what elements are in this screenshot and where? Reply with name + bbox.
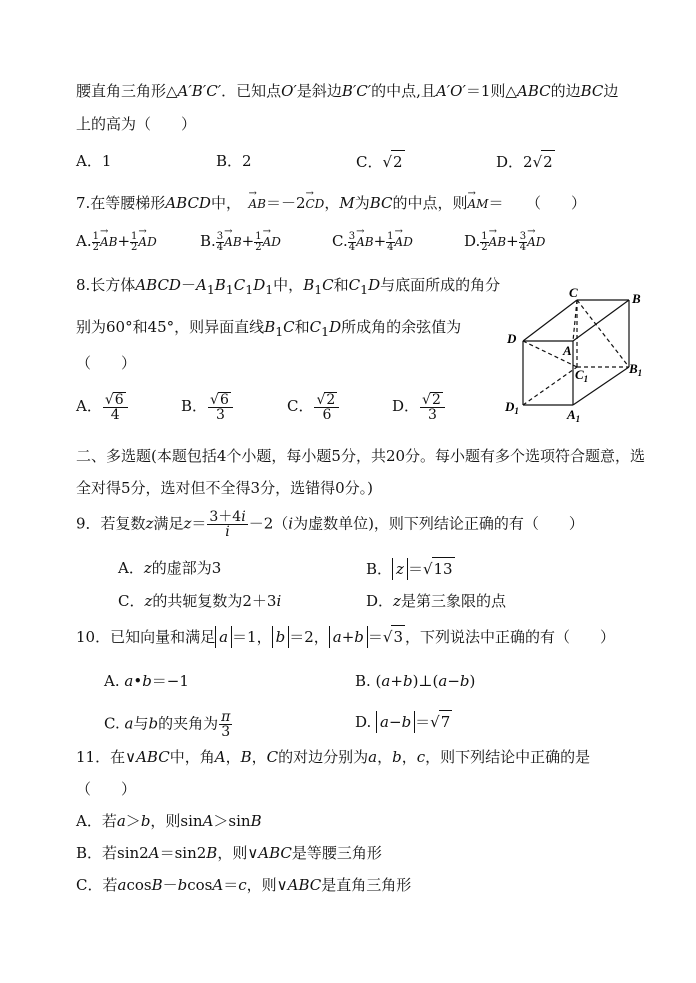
q7-option-b: B. $\frac{3}{4}$ → AB+ $\frac{1}{2}$ → AD [200,230,281,253]
q11-option-b: B．若sin2A＝sin2B，则∨ABC是等腰三角形 [76,844,382,862]
q9-option-d: D．z是第三象限的点 [366,592,506,610]
q10-option-d: D. a−b ＝√7 [355,710,452,733]
label-b: B [632,291,641,306]
label-c1: $C_1$ [575,367,589,384]
q6-option-b: B．2 [216,152,252,170]
q6-option-a: A．1 [76,152,112,170]
label-c: C [569,285,578,300]
q8-option-b: B． $\frac{√6}{3}$ [181,392,234,422]
q7-option-d: D. $\frac{1}{2}$ → AB+ $\frac{3}{4}$ → AD [464,230,545,253]
q11-stem: 11．在∨ABC中，角A，B，C的对边分别为a，b，c，则下列结论中正确的是 [76,748,591,766]
q9-option-b: B． z ＝√13 [366,557,455,580]
q11-paren: （ ） [76,780,137,798]
q8-stem-line2: 别为60°和45°，则异面直线$B_1C$和$C_1D$所成角的余弦值为 [76,318,462,339]
q8-stem-line3: （ ） [76,354,137,372]
label-d1: $D_1$ [505,399,519,416]
q8-option-a: A． $\frac{√6}{4}$ [76,392,129,422]
cuboid-figure [503,283,653,423]
label-a: A [563,343,572,358]
q6-stem-line1: 腰直角三角形△A′B′C′．已知点O′是斜边B′C′的中点,且A′O′＝1则△ABC的边BC边 [76,82,619,100]
label-d: D [507,331,517,346]
q8-option-c: C． $\frac{√2}{6}$ [287,392,340,422]
q9-option-c: C．z的共轭复数为2＋3i [118,592,282,610]
q10-option-a: A. a•b＝−1 [104,672,189,690]
q11-option-c: C．若acosB－bcosA＝c，则∨ABC是直角三角形 [76,876,412,894]
label-a1: $A_1$ [567,407,581,423]
q7-option-c: C. $\frac{3}{4}$ → AB+ $\frac{1}{4}$ → AD [332,230,413,253]
q6-option-c: C．√2 [356,150,405,173]
q6-stem-line2: 上的高为（ ） [76,115,197,133]
q6-option-d: D．2√2 [496,150,555,173]
section2-heading-line1: 二、多选题(本题包括4个小题，每小题5分，共20分。每小题有多个选项符合题意，选 [76,447,646,465]
q11-option-a: A．若a＞b，则sinA＞sinB [76,812,262,830]
q10-option-b: B. (a+b)⊥(a−b) [355,672,476,690]
q7-option-a: A. $\frac{1}{2}$ → AB+ $\frac{1}{2}$ → AD [76,230,157,253]
q7-stem: 7.在等腰梯形ABCD中， → AB＝－2→ CD，M为BC的中点，则→ AM＝ （ ） [76,192,586,215]
q9-stem: 9．若复数z满足z＝ $\frac{3+4i}{i}$ －2（i为虚数单位)，则下列结论正确的有（ ） [76,509,584,540]
q8-option-d: D． $\frac{√2}{3}$ [392,392,446,422]
q10-stem: 10．已知向量和满足 a ＝1， b ＝2， a+b ＝√3 ，下列说法中正确的有（ ） [76,625,615,648]
q8-stem-line1: 8.长方体$ABCD-A_1B_1C_1D_1$中，$B_1C$和$C_1D$与底面所成的角分 [76,276,501,297]
q10-option-c: C. a与b的夹角为 $\frac{\pi}{3}$ [104,709,231,740]
section2-heading-line2: 全对得5分，选对但不全得3分，选错得0分。) [76,479,373,497]
label-b1: $B_1$ [629,361,643,378]
q9-option-a: A．z的虚部为3 [118,559,222,577]
